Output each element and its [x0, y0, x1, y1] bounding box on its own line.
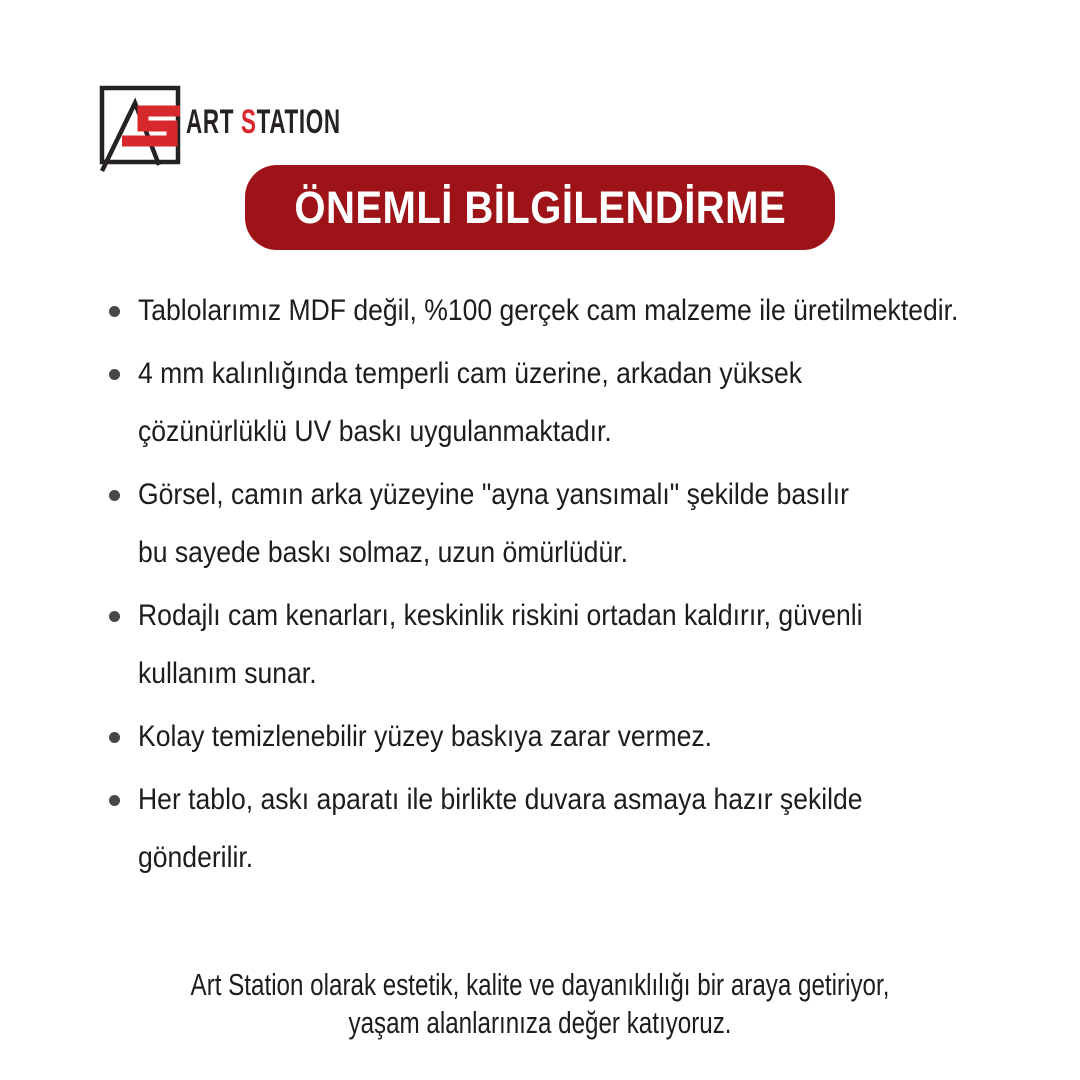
brand-name-part1: ART [186, 103, 241, 141]
bullet-list [104, 282, 1054, 892]
logo-monogram-icon [96, 80, 184, 174]
bullet-line: Tablolarımız MDF değil, %100 gerçek cam malzeme ile üretilmektedir. [138, 294, 959, 327]
bullet-text [138, 466, 941, 582]
bullet-text [138, 345, 888, 461]
bullet-dot-icon [109, 490, 120, 501]
bullet-text [138, 282, 1054, 340]
footer-text [0, 966, 1080, 1042]
bullet-line: 4 mm kalınlığında temperli cam üzerine, arkadan yüksek [138, 357, 803, 390]
bullet-dot-icon [109, 369, 120, 380]
bullet-line: çözünürlüklü UV baskı uygulanmaktadır. [138, 415, 612, 448]
banner-title: ÖNEMLİ BİLGİLENDİRME [294, 181, 786, 233]
bullet-text [138, 587, 957, 703]
bullet-dot-icon [109, 732, 120, 743]
bullet-dot-icon [109, 795, 120, 806]
brand-name [186, 100, 341, 144]
bullet-item [104, 466, 1054, 582]
bullet-line: Kolay temizlenebilir yüzey baskıya zarar vermez. [138, 720, 712, 753]
bullet-text [138, 771, 957, 887]
bullet-line: gönderilir. [138, 841, 254, 874]
art-station-logo-icon [96, 80, 184, 174]
brand-name-accent: S [240, 103, 257, 141]
bullet-line: Rodajlı cam kenarları, keskinlik riskini ortadan kaldırır, güvenli [138, 599, 863, 632]
bullet-item [104, 587, 1054, 703]
bullet-line: Her tablo, askı aparatı ile birlikte duvara asmaya hazır şekilde [138, 783, 863, 816]
bullet-item [104, 771, 1054, 887]
bullet-dot-icon [109, 306, 120, 317]
bullet-line: Görsel, camın arka yüzeyine "ayna yansımalı" şekilde basılır [138, 478, 849, 511]
bullet-line: kullanım sunar. [138, 657, 317, 690]
bullet-line: bu sayede baskı solmaz, uzun ömürlüdür. [138, 536, 628, 569]
bullet-item [104, 282, 1054, 340]
bullet-text [138, 708, 787, 766]
footer-line: Art Station olarak estetik, kalite ve dayanıklılığı bir araya getiriyor, [190, 967, 890, 1002]
bullet-item [104, 708, 1054, 766]
bullet-item [104, 345, 1054, 461]
banner [245, 165, 835, 250]
brand-name-part2: TATION [256, 103, 341, 141]
bullet-dot-icon [109, 611, 120, 622]
footer-line: yaşam alanlarınıza değer katıyoruz. [348, 1005, 732, 1040]
